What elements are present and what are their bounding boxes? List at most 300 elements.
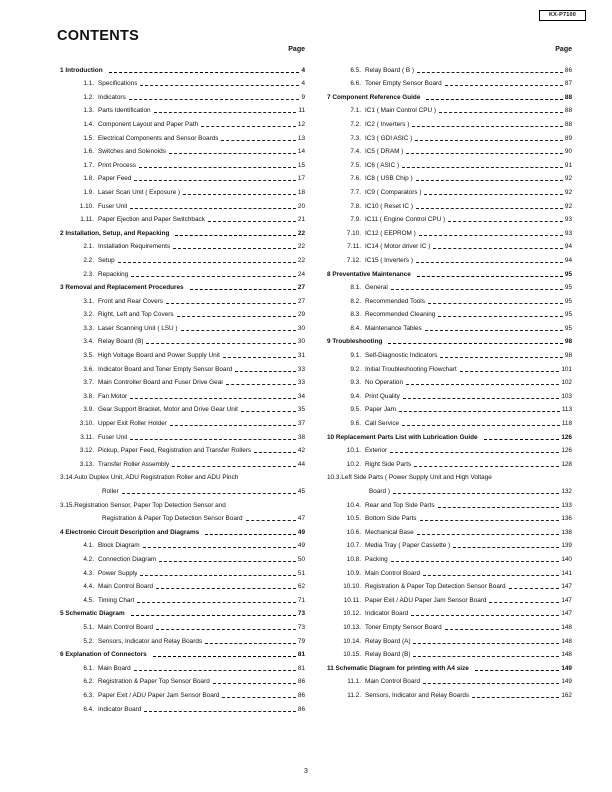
entry-number: 10.10. [343, 583, 361, 591]
entry-page-number: 27 [297, 297, 305, 305]
toc-entry[interactable] [60, 75, 305, 89]
entry-page-number: 22 [297, 256, 305, 264]
entry-page-number: 51 [297, 569, 305, 577]
toc-section-entry[interactable] [327, 265, 572, 279]
entry-page-number: 147 [561, 610, 572, 618]
entry-page-number: 27 [297, 284, 305, 292]
entry-number: 4.4. [83, 583, 94, 591]
entry-title: IC3 ( GDI ASIC ) [365, 134, 413, 142]
entry-number: 2.1. [83, 243, 94, 251]
entry-page-number: 71 [297, 596, 305, 604]
toc-entry[interactable] [327, 319, 572, 333]
entry-page-number: 91 [564, 161, 572, 169]
dot-leader [175, 235, 296, 236]
toc-entry[interactable] [60, 659, 305, 673]
page-column-header: Page [288, 46, 305, 53]
toc-entry[interactable] [327, 170, 572, 184]
dot-leader [130, 398, 296, 399]
toc-section-entry[interactable] [327, 88, 572, 102]
dot-leader [122, 493, 296, 494]
entry-title: Upper Exit Roller Holder [98, 420, 167, 428]
toc-entry[interactable] [327, 591, 572, 605]
dot-leader [440, 357, 562, 358]
entry-title: Main Board [98, 664, 131, 672]
dot-leader [130, 439, 295, 440]
entry-number: 3.7. [83, 379, 94, 387]
entry-title: Print Quality [365, 392, 400, 400]
toc-entry[interactable] [60, 251, 305, 265]
toc-entry[interactable] [60, 374, 305, 388]
toc-entry[interactable] [327, 211, 572, 225]
toc-entry[interactable] [60, 564, 305, 578]
entry-number: 7.12. [346, 256, 361, 264]
toc-entry[interactable] [60, 442, 305, 456]
entry-number: 10.6. [346, 528, 361, 536]
dot-leader [181, 330, 296, 331]
toc-entry[interactable] [60, 211, 305, 225]
toc-entry[interactable] [60, 265, 305, 279]
dot-leader [156, 588, 296, 589]
toc-entry[interactable] [60, 183, 305, 197]
entry-page-number: 35 [297, 406, 305, 414]
entry-title: Registration & Paper Top Detection Sensor Board [365, 583, 506, 591]
dot-leader [417, 534, 560, 535]
dot-leader [153, 656, 296, 657]
toc-entry[interactable] [327, 292, 572, 306]
entry-page-number: 113 [561, 406, 572, 414]
dot-leader [402, 167, 563, 168]
entry-page-number: 92 [564, 188, 572, 196]
toc-entry[interactable] [60, 88, 305, 102]
entry-page-number: 42 [297, 447, 305, 455]
toc-entry[interactable] [60, 129, 305, 143]
toc-section-entry[interactable] [60, 605, 305, 619]
entry-page-number: 22 [297, 243, 305, 251]
dot-leader [205, 643, 296, 644]
entry-number: 7.1. [350, 107, 361, 115]
entry-number: 10.15. [343, 651, 361, 659]
entry-page-number: 138 [561, 528, 572, 536]
toc-section-entry[interactable] [60, 61, 305, 75]
entry-page-number: 132 [561, 488, 572, 495]
toc-entry[interactable] [60, 197, 305, 211]
dot-leader [190, 289, 296, 290]
entry-number: 1.11. [80, 216, 94, 224]
entry-title: Fuser Unit [98, 433, 128, 441]
entry-page-number: 24 [297, 270, 305, 278]
entry-page-number: 47 [297, 515, 305, 523]
entry-title: Main Control Board [365, 569, 421, 577]
toc-entry[interactable] [60, 455, 305, 469]
entry-number: 10 Replacement Parts List with Lubrication Guide [327, 433, 478, 441]
toc-entry[interactable] [327, 550, 572, 564]
entry-title: Recommended Tools [365, 297, 425, 305]
dot-leader [433, 248, 563, 249]
dot-leader [140, 575, 295, 576]
toc-entry[interactable] [60, 673, 305, 687]
entry-page-number: 95 [564, 284, 572, 292]
entry-page-number: 95 [564, 270, 572, 278]
entry-number: 10.1. [346, 447, 361, 455]
toc-entry[interactable] [60, 156, 305, 170]
toc-entry[interactable] [60, 632, 305, 646]
toc-entry[interactable] [327, 455, 572, 469]
entry-number: 8 Preventative Maintenance [327, 270, 411, 278]
dot-leader [159, 561, 296, 562]
toc-entry[interactable] [60, 292, 305, 306]
entry-title: Installation Requirements [98, 243, 171, 251]
dot-leader [213, 683, 296, 684]
toc-entry[interactable] [60, 238, 305, 252]
entry-page-number: 147 [561, 596, 572, 604]
entry-page-number: 4 [301, 80, 305, 88]
toc-entry[interactable] [60, 143, 305, 157]
entry-title: IC12 ( EEPROM ) [365, 229, 416, 237]
toc-entry[interactable] [327, 564, 572, 578]
entry-title: Laser Scanning Unit ( LSU ) [98, 324, 178, 332]
entry-number: 10.14. [343, 637, 361, 645]
entry-number: 10.2. [346, 460, 361, 468]
entry-title: IC9 ( Comparators ) [365, 188, 422, 196]
entry-number: 1.10. [79, 202, 94, 210]
toc-entry[interactable] [327, 143, 572, 157]
dot-leader [208, 221, 296, 222]
dot-leader [412, 126, 563, 127]
entry-title: Transfer Roller Assembly [98, 460, 170, 468]
entry-number: 1.2. [83, 93, 94, 101]
entry-number: 5.1. [83, 623, 94, 631]
entry-page-number: 141 [561, 569, 572, 577]
toc-entry[interactable] [327, 496, 572, 510]
dot-leader [445, 629, 560, 630]
toc-entry[interactable] [60, 428, 305, 442]
entry-number: 3.1. [83, 297, 94, 305]
entry-title: Packing [365, 555, 388, 563]
toc-entry[interactable] [60, 578, 305, 592]
toc-entry[interactable] [327, 115, 572, 129]
entry-page-number: 12 [297, 120, 305, 128]
entry-number: 6.2. [83, 678, 94, 686]
toc-entry[interactable] [327, 251, 572, 265]
toc-entry[interactable] [60, 700, 305, 714]
entry-title: Registration & Paper Top Sensor Board [98, 678, 210, 686]
entry-title: Block Diagram [98, 542, 140, 550]
entry-page-number: 49 [297, 528, 305, 536]
entry-page-number: 11 [298, 107, 305, 115]
toc-entry[interactable] [60, 102, 305, 116]
entry-title: Paper Jam [365, 406, 396, 414]
entry-title: Paper Exit / ADU Paper Jam Sensor Board [98, 691, 220, 699]
entry-number: 10.11. [343, 596, 361, 604]
entry-page-number: 30 [297, 324, 305, 332]
entry-title: Fuser Unit [98, 202, 128, 210]
toc-column-left [60, 45, 305, 714]
toc-entry[interactable] [327, 578, 572, 592]
entry-page-number: 81 [297, 651, 305, 659]
dot-leader [131, 276, 296, 277]
entry-number: 3.11. [80, 433, 94, 441]
dot-leader [109, 72, 300, 73]
toc-entry[interactable] [60, 346, 305, 360]
entry-title: Gear Support Bracket, Motor and Drive Gear Unit [98, 406, 238, 414]
dot-leader [403, 398, 560, 399]
entry-page-number: 98 [564, 352, 572, 360]
entry-number: 5.2. [83, 637, 94, 645]
toc-entry[interactable] [327, 183, 572, 197]
page-number: 3 [304, 768, 308, 775]
dot-leader [169, 153, 296, 154]
toc-entry[interactable] [327, 346, 572, 360]
dot-leader [475, 670, 560, 671]
toc-entry[interactable] [327, 75, 572, 89]
entry-title: Roller [102, 488, 119, 495]
toc-entry[interactable] [327, 102, 572, 116]
entry-page-number: 140 [561, 555, 572, 563]
toc-section-entry[interactable] [327, 659, 572, 673]
entry-number: 6.4. [83, 705, 94, 713]
entry-title: Toner Empty Sensor Board [365, 623, 442, 631]
toc-entry[interactable] [327, 129, 572, 143]
dot-leader [391, 289, 563, 290]
entry-title: Registration & Paper Top Detection Sensor Board [102, 515, 243, 523]
entry-number: 9.2. [350, 365, 361, 373]
entry-page-number: 148 [561, 623, 572, 631]
entry-page-number: 17 [297, 175, 305, 183]
dot-leader [428, 303, 563, 304]
toc-entry[interactable] [60, 319, 305, 333]
entry-title: Indicator Board and Toner Empty Sensor Board [98, 365, 233, 373]
entry-title: Main Controller Board and Fuser Drive Gear [98, 379, 224, 387]
dot-leader [205, 534, 296, 535]
dot-leader [415, 140, 563, 141]
dot-leader [146, 343, 295, 344]
entry-page-number: 87 [564, 80, 572, 88]
entry-title: Sensors, Indicator and Relay Boards [98, 637, 203, 645]
toc-entries-left [60, 61, 305, 714]
toc-section-entry[interactable] [327, 428, 572, 442]
entry-number: 1.8. [83, 175, 94, 183]
toc-entry[interactable] [60, 482, 305, 496]
entry-page-number: 88 [564, 107, 572, 115]
toc-entry[interactable] [60, 401, 305, 415]
entry-number: 3.5. [83, 352, 94, 360]
toc-entry[interactable] [327, 632, 572, 646]
dot-leader [172, 466, 296, 467]
toc-entry[interactable] [327, 238, 572, 252]
toc-entry[interactable] [327, 523, 572, 537]
dot-leader [438, 316, 563, 317]
dot-leader [416, 262, 563, 263]
entry-number: 7 Component Reference Guide [327, 93, 421, 101]
entry-number: 8.3. [350, 311, 361, 319]
toc-entry[interactable] [60, 414, 305, 428]
toc-entry[interactable] [60, 306, 305, 320]
entry-page-number: 94 [564, 256, 572, 264]
entry-page-number: 86 [297, 691, 305, 699]
entry-title: Indicator Board [365, 610, 409, 618]
entry-title: Relay Board (B) [98, 338, 144, 346]
entry-number: 1.6. [83, 148, 94, 156]
entry-page-number: 73 [297, 610, 305, 618]
entry-number: 4.2. [83, 555, 94, 563]
toc-entry[interactable] [327, 197, 572, 211]
toc-entry[interactable] [327, 224, 572, 238]
entry-number: 3.13. [79, 460, 94, 468]
toc-entry[interactable] [327, 414, 572, 428]
toc-entries-right [327, 61, 572, 700]
dot-leader [424, 194, 562, 195]
entry-page-number: 34 [297, 392, 305, 400]
entry-page-number: 15 [297, 161, 305, 169]
entry-number: 7.4. [350, 148, 361, 156]
toc-entry[interactable] [327, 279, 572, 293]
dot-leader [390, 452, 559, 453]
toc-entry[interactable] [60, 170, 305, 184]
entry-page-number: 88 [564, 93, 572, 101]
entry-title: IC6 ( ASIC ) [365, 161, 400, 169]
dot-leader [445, 85, 563, 86]
toc-entry[interactable] [60, 333, 305, 347]
entry-number: 3.2. [83, 311, 94, 319]
toc-section-entry[interactable] [327, 333, 572, 347]
toc-entry[interactable] [60, 550, 305, 564]
toc-entry[interactable] [60, 537, 305, 551]
entry-number: 6.3. [83, 691, 94, 699]
toc-entry[interactable] [327, 156, 572, 170]
entry-title: Relay Board (B) [365, 651, 411, 659]
entry-page-number: 62 [297, 583, 305, 591]
toc-entry[interactable] [327, 469, 572, 483]
entry-number: 3.3. [83, 324, 94, 332]
toc-entry[interactable] [60, 686, 305, 700]
entry-title: IC2 ( Inverters ) [365, 120, 410, 128]
entry-page-number: 13 [297, 134, 305, 142]
toc-entry[interactable] [60, 115, 305, 129]
entry-page-number: 9 [301, 93, 305, 101]
dot-leader [417, 276, 563, 277]
entry-number: 3.15. [60, 501, 75, 509]
dot-leader [448, 221, 563, 222]
toc-entry[interactable] [327, 686, 572, 700]
entry-page-number: 102 [561, 379, 572, 387]
toc-entry[interactable] [327, 387, 572, 401]
dot-leader [419, 235, 563, 236]
toc-entry[interactable] [60, 387, 305, 401]
entry-title: Parts Identification [98, 107, 151, 115]
entry-title: Main Control Board [365, 678, 421, 686]
entry-page-number: 33 [297, 379, 305, 387]
toc-section-entry[interactable] [60, 523, 305, 537]
toc-entry[interactable] [327, 510, 572, 524]
entry-page-number: 50 [297, 555, 305, 563]
entry-page-number: 29 [297, 311, 305, 319]
toc-entry[interactable] [60, 591, 305, 605]
dot-leader [144, 711, 296, 712]
dot-leader [406, 384, 559, 385]
entry-title: Media Tray ( Paper Cassette ) [365, 542, 451, 550]
entry-number: 1.9. [83, 188, 94, 196]
toc-entry[interactable] [60, 469, 305, 483]
dot-leader [137, 602, 296, 603]
toc-entry[interactable] [60, 360, 305, 374]
entry-number: 10.8. [346, 555, 361, 563]
dot-leader [235, 371, 296, 372]
entry-number: 7.7. [350, 188, 361, 196]
toc-entry[interactable] [60, 496, 305, 510]
dot-leader [222, 697, 295, 698]
entry-number: 4.3. [83, 569, 94, 577]
entry-title: Timing Chart [98, 596, 135, 604]
toc-entry[interactable] [327, 482, 572, 496]
entry-title: Left Side Parts ( Power Supply Unit and High Voltage [341, 474, 492, 482]
entry-title: High Voltage Board and Power Supply Unit [98, 352, 220, 360]
entry-title: Pickup, Paper Feed, Registration and Transfer Rollers [98, 447, 252, 455]
entry-page-number: 133 [561, 501, 572, 509]
entry-title: Registration Sensor, Paper Top Detection Sensor and [74, 501, 226, 509]
entry-title: Call Service [365, 420, 400, 428]
entry-page-number: 86 [564, 66, 572, 74]
entry-page-number: 73 [297, 623, 305, 631]
entry-number: 1.5. [83, 134, 94, 142]
dot-leader [472, 697, 559, 698]
model-number-box: KX-P7100 [539, 10, 586, 21]
entry-number: 6.6. [350, 80, 361, 88]
entry-title: Main Control Board [98, 583, 154, 591]
toc-entry[interactable] [327, 673, 572, 687]
dot-leader [129, 99, 300, 100]
entry-number: 3.12. [79, 447, 94, 455]
toc-entry[interactable] [327, 374, 572, 388]
entry-number: 2.2. [83, 256, 94, 264]
entry-title: Indicators [98, 93, 126, 101]
toc-entry[interactable] [60, 618, 305, 632]
toc-entry[interactable] [327, 360, 572, 374]
entry-page-number: 89 [564, 134, 572, 142]
dot-leader [118, 262, 296, 263]
dot-leader [420, 520, 560, 521]
toc-entry[interactable] [327, 306, 572, 320]
toc-entry[interactable] [327, 401, 572, 415]
toc-entry[interactable] [327, 646, 572, 660]
entry-number: 10.7. [346, 542, 361, 550]
entry-number: 5 Schematic Diagram [60, 610, 125, 618]
dot-leader [438, 507, 560, 508]
entry-page-number: 18 [297, 188, 305, 196]
toc-entry[interactable] [327, 61, 572, 75]
toc-section-entry[interactable] [60, 279, 305, 293]
entry-page-number: 149 [561, 678, 572, 686]
entry-number: 4 Electronic Circuit Description and Diagrams [60, 528, 200, 536]
entry-page-number: 14 [297, 148, 305, 156]
toc-entry[interactable] [327, 605, 572, 619]
entry-number: 9.4. [350, 392, 361, 400]
entry-number: 4.5. [83, 596, 94, 604]
toc-entry[interactable] [327, 442, 572, 456]
entry-number: 8.4. [350, 324, 361, 332]
entry-page-number: 94 [564, 243, 572, 251]
entry-number: 7.10. [346, 229, 361, 237]
entry-number: 7.2. [350, 120, 361, 128]
entry-number: 6 Explanation of Connectors [60, 651, 147, 659]
toc-entry[interactable] [327, 537, 572, 551]
toc-section-entry[interactable] [60, 224, 305, 238]
entry-number: 10.3. [327, 474, 342, 482]
toc-section-entry[interactable] [60, 646, 305, 660]
toc-entry[interactable] [327, 618, 572, 632]
entry-title: Relay Board (A) [365, 637, 411, 645]
entry-title: General [365, 284, 388, 292]
toc-entry[interactable] [60, 510, 305, 524]
